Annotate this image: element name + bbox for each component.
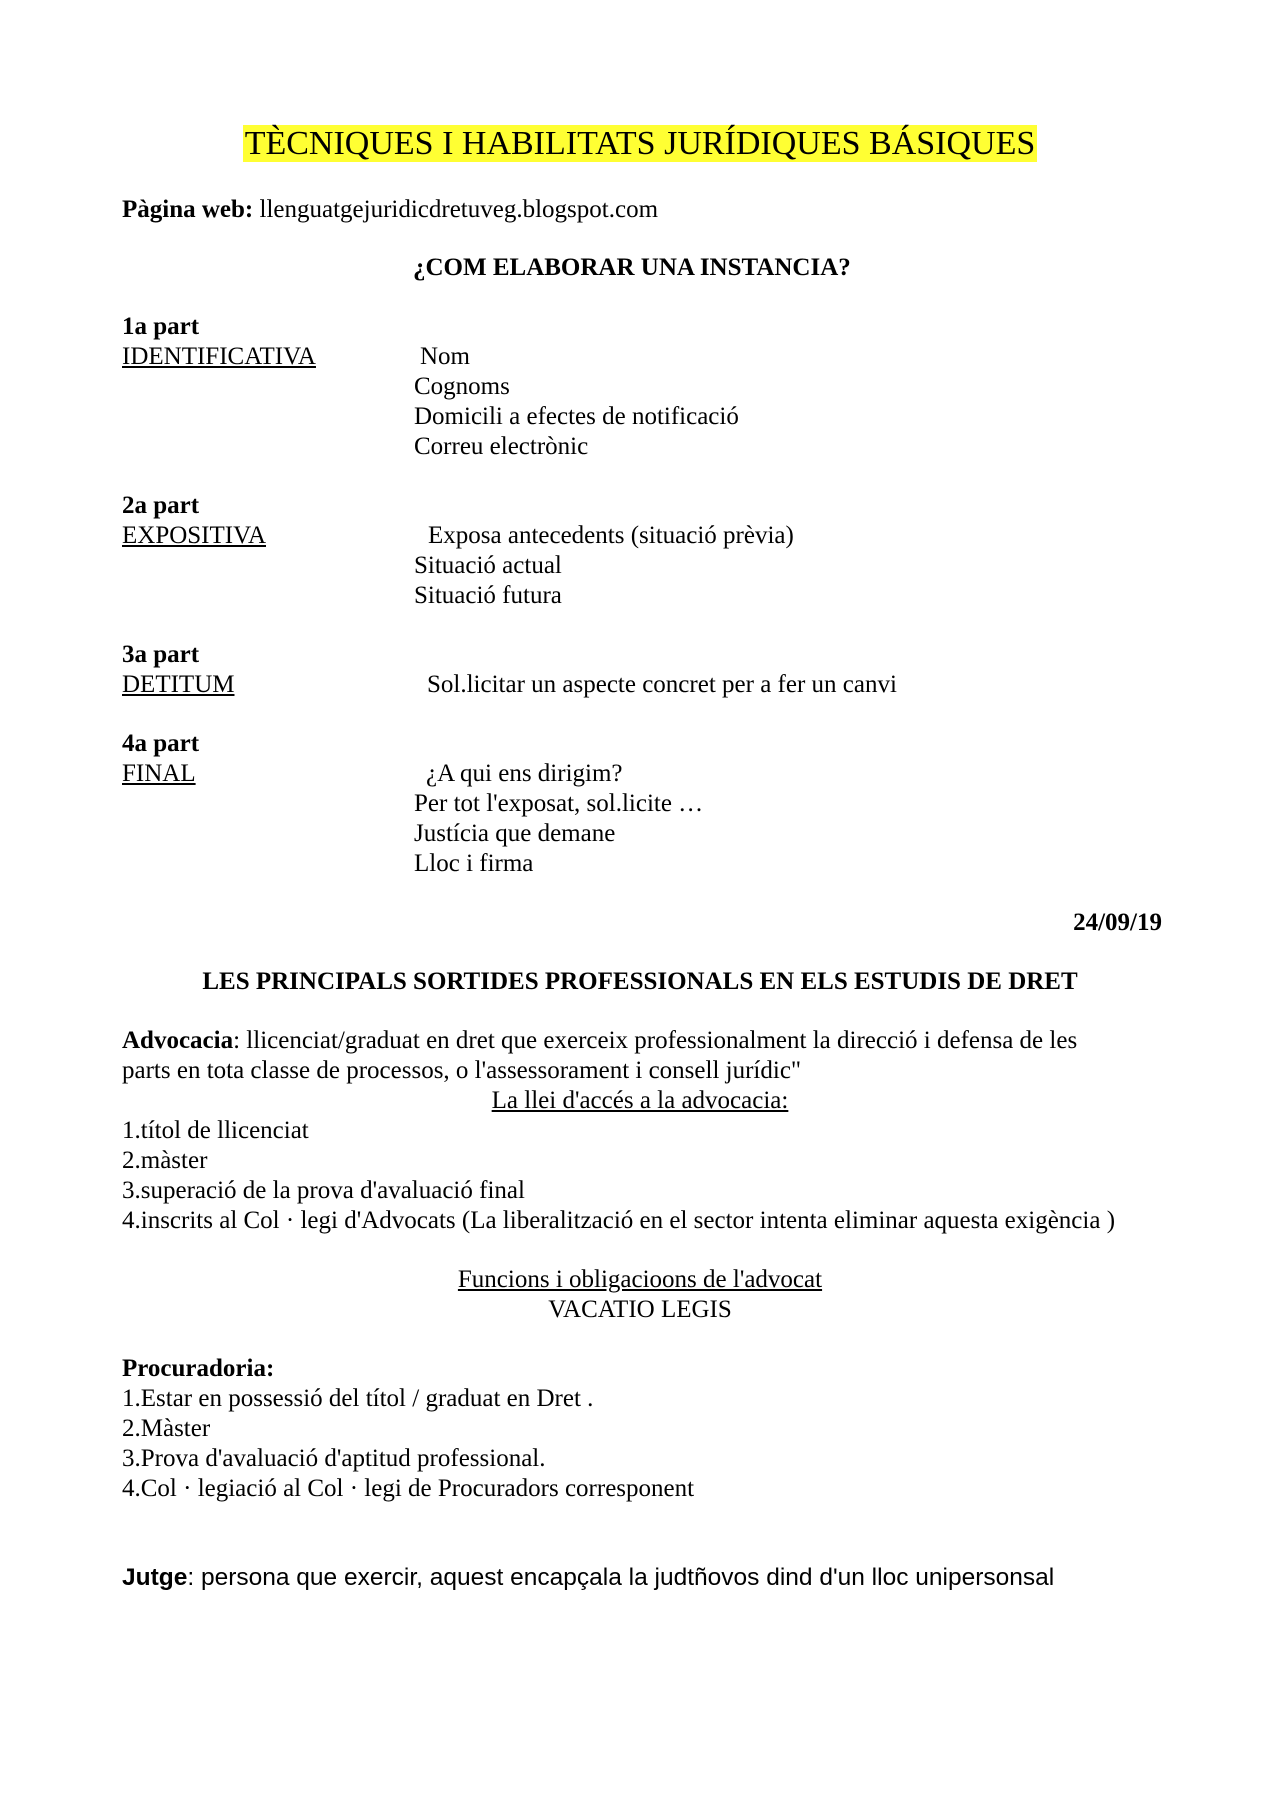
part-2-number: 2a part bbox=[122, 492, 200, 519]
part-3-name: DETITUM bbox=[122, 671, 235, 698]
sortides-heading: LES PRINCIPALS SORTIDES PROFESSIONALS EN ELS ESTUDIS DE DRET bbox=[202, 968, 1078, 995]
date-label: 24/09/19 bbox=[1073, 909, 1162, 936]
website-url: llenguatgejuridicdretuveg.blogspot.com bbox=[253, 196, 659, 223]
advocacia-requirement: 1.títol de llicenciat bbox=[122, 1117, 309, 1144]
part-4-item: Per tot l'exposat, sol.licite … bbox=[414, 790, 704, 817]
jutge-label: Jutge bbox=[122, 1564, 188, 1591]
part-2-item: Situació futura bbox=[414, 582, 562, 609]
website-label: Pàgina web: bbox=[122, 196, 254, 223]
part-1-item: Nom bbox=[420, 343, 470, 370]
title-row bbox=[0, 122, 1280, 166]
procuradoria-requirement: 1.Estar en possessió del títol / graduat en Dret . bbox=[122, 1385, 594, 1412]
instancia-heading: ¿COM ELABORAR UNA INSTANCIA? bbox=[413, 254, 851, 281]
advocacia-requirement: 3.superació de la prova d'avaluació final bbox=[122, 1177, 525, 1204]
part-4-item: Lloc i firma bbox=[414, 850, 534, 877]
vacatio-legis: VACATIO LEGIS bbox=[548, 1296, 732, 1323]
page-title: TÈCNIQUES I HABILITATS JURÍDIQUES BÁSIQUES bbox=[244, 125, 1036, 162]
part-1-item: Correu electrònic bbox=[414, 433, 589, 460]
advocacia-text-2: parts en tota classe de processos, o l'assessorament i consell jurídic" bbox=[122, 1057, 802, 1084]
website-line bbox=[122, 195, 658, 225]
part-1-item: Domicili a efectes de notificació bbox=[414, 403, 739, 430]
part-3-item: Sol.licitar un aspecte concret per a fer un canvi bbox=[427, 671, 897, 698]
part-1-number: 1a part bbox=[122, 313, 200, 340]
llei-acces-heading: La llei d'accés a la advocacia: bbox=[491, 1087, 789, 1114]
procuradoria-requirement: 3.Prova d'avaluació d'aptitud professional. bbox=[122, 1445, 546, 1472]
part-2-name: EXPOSITIVA bbox=[122, 522, 266, 549]
part-4-number: 4a part bbox=[122, 730, 200, 757]
procuradoria-requirement: 2.Màster bbox=[122, 1415, 211, 1442]
part-2-item: Exposa antecedents (situació prèvia) bbox=[428, 522, 794, 549]
advocacia-text-1: : llicenciat/graduat en dret que exerceix professionalment la direcció i defensa de les bbox=[233, 1027, 1078, 1054]
funcions-heading: Funcions i obligacioons de l'advocat bbox=[457, 1266, 823, 1293]
procuradoria-label: Procuradoria: bbox=[122, 1355, 275, 1382]
advocacia-definition bbox=[122, 1026, 1077, 1056]
part-3-number: 3a part bbox=[122, 641, 200, 668]
part-4-name: FINAL bbox=[122, 760, 196, 787]
part-4-item: ¿A qui ens dirigim? bbox=[426, 760, 623, 787]
part-2-item: Situació actual bbox=[414, 552, 562, 579]
advocacia-requirement: 2.màster bbox=[122, 1147, 208, 1174]
advocacia-label: Advocacia bbox=[122, 1027, 234, 1054]
part-1-item: Cognoms bbox=[414, 373, 510, 400]
procuradoria-requirement: 4.Col · legiació al Col · legi de Procuradors corresponent bbox=[122, 1475, 695, 1502]
part-1-name: IDENTIFICATIVA bbox=[122, 343, 316, 370]
part-4-item: Justícia que demane bbox=[414, 820, 616, 847]
jutge-text: : persona que exercir, aquest encapçala la judtñovos dind d'un lloc unipersonsal bbox=[187, 1564, 1055, 1591]
advocacia-requirement: 4.inscrits al Col · legi d'Advocats (La liberalització en el sector intenta eliminar aquesta exigència ) bbox=[122, 1207, 1116, 1234]
jutge-definition bbox=[122, 1563, 1054, 1593]
